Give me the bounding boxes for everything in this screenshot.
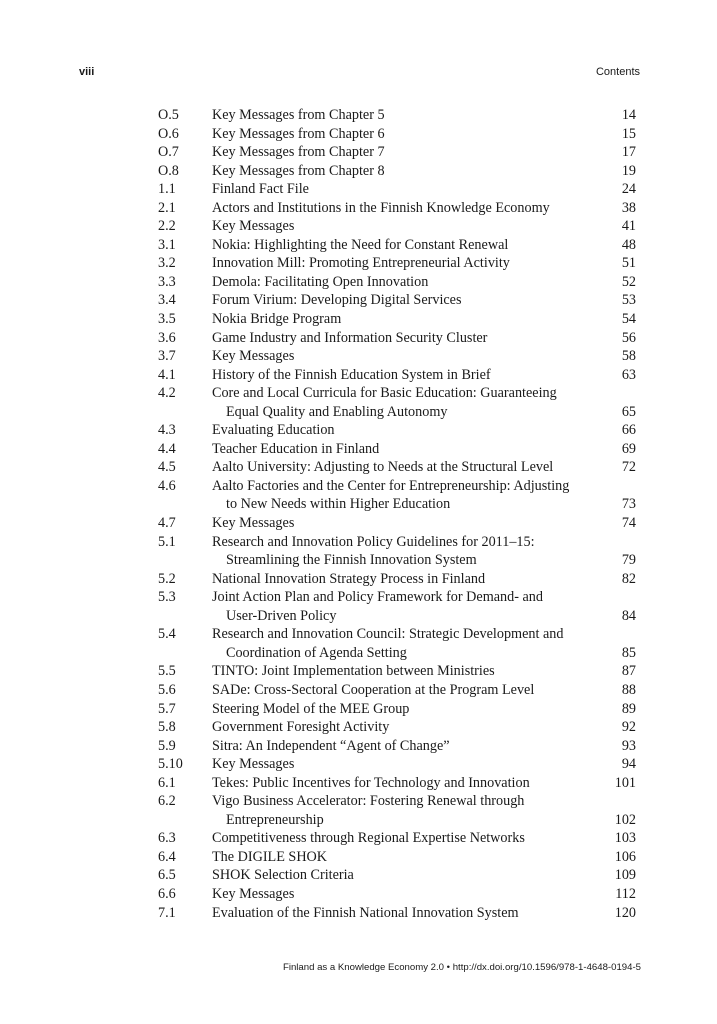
toc-entry-line [212,180,636,199]
toc-entry-page: 89 [621,700,636,717]
toc-entry [158,570,636,589]
toc-entry [158,458,636,477]
toc-entry-title: Aalto Factories and the Center for Entrepreneurship: Adjusting [212,477,570,494]
toc-entry-page: 14 [621,107,636,123]
toc-entry [158,866,636,885]
toc-entry-number: 4.3 [158,422,176,439]
toc-entry-title: The DIGILE SHOK [212,848,328,865]
toc-entry-body [212,792,636,829]
toc-entry-title: Finland Fact File [212,181,309,198]
toc-entry [158,384,636,421]
toc-entry-line [212,866,636,885]
toc-entry [158,347,636,366]
toc-entry-page: 120 [614,904,636,921]
toc-entry-page: 53 [621,292,636,309]
toc-entry-page: 54 [621,311,636,328]
toc-entry-title: Entrepreneurship [226,811,324,828]
toc-entry-body [212,347,636,366]
toc-entry-number: 3.3 [158,273,176,290]
toc-entry-line [212,737,636,756]
toc-entry-page: 56 [621,329,636,346]
toc-entry-body [212,106,636,125]
toc-entry [158,106,636,125]
toc-entry-number: 5.4 [158,626,176,643]
toc-entry-title: Vigo Business Accelerator: Fostering Renewal through [212,793,525,810]
toc-entry [158,792,636,829]
toc-entry-body [212,514,636,533]
toc-entry-page: 58 [621,348,636,365]
toc-entry [158,588,636,625]
toc-entry [158,755,636,774]
toc-entry-title: Joint Action Plan and Policy Framework for Demand- and [212,589,543,606]
toc-entry-page: 103 [614,830,636,847]
toc-entry [158,774,636,793]
toc-entry-body [212,421,636,440]
toc-entry-body [212,329,636,348]
toc-entry-number: 4.1 [158,366,176,383]
toc-entry-number: 3.5 [158,311,176,328]
toc-entry [158,718,636,737]
toc-entry-page: 17 [621,144,636,161]
toc-entry-line [212,792,636,811]
toc-entry-number: 4.5 [158,459,176,476]
toc-entry-body [212,662,636,681]
toc-entry-body [212,477,636,514]
toc-entry-page: 109 [614,867,636,884]
toc-entry-page: 101 [614,774,636,791]
toc-entry-line [212,384,636,403]
toc-entry-title: Key Messages from Chapter 5 [212,107,385,123]
toc-entry-page: 48 [621,236,636,253]
toc-entry-line [212,774,636,793]
toc-entry-line [212,811,636,830]
toc-entry-page: 85 [621,644,636,661]
toc-entry [158,681,636,700]
toc-entry-number: 3.2 [158,255,176,272]
toc-entry-line [212,106,636,125]
toc-entry-title: Competitiveness through Regional Expertise Networks [212,830,525,847]
toc-entry-line [212,291,636,310]
running-head-title: Contents [595,66,640,78]
toc-entry-line [212,495,636,514]
toc-entry-body [212,236,636,255]
toc-entry-number: 5.7 [158,700,176,717]
toc-entry [158,310,636,329]
toc-entry-number: 5.9 [158,737,176,754]
toc-entry-line [212,755,636,774]
toc-entry-number: 5.10 [158,756,183,773]
toc-entry-page: 84 [621,607,636,624]
toc-entry [158,199,636,218]
toc-entry-page: 51 [621,255,636,272]
toc-entry-page: 41 [621,218,636,235]
toc-entry-line [212,329,636,348]
toc-entry-body [212,829,636,848]
toc-entry-title: Key Messages from Chapter 7 [212,144,385,161]
toc-entry-page: 93 [621,737,636,754]
toc-entry-title: Key Messages [212,885,295,902]
toc-entry [158,125,636,144]
page-footer: Finland as a Knowledge Economy 2.0 • http://dx.doi.org/10.1596/978-1-4648-0194-5 [282,962,641,973]
toc-entry-body [212,866,636,885]
toc-entry-body [212,162,636,181]
toc-entry-page: 88 [621,681,636,698]
toc-entry-body [212,180,636,199]
toc-entry-title: Evaluation of the Finnish National Innovation System [212,904,519,921]
toc-entry-page: 73 [621,496,636,513]
toc-entry-body [212,291,636,310]
toc-entry-title: Streamlining the Finnish Innovation System [226,552,477,569]
toc-entry-line [212,273,636,292]
toc-entry-line [212,718,636,737]
toc-entry-title: Teacher Education in Finland [212,440,380,457]
toc-entry-body [212,458,636,477]
toc-entry-number: 1.1 [158,181,176,198]
toc-entry-line [212,904,636,923]
toc-entry-number: 4.2 [158,385,176,402]
toc-entry-body [212,588,636,625]
toc-entry [158,217,636,236]
toc-entry-title: SHOK Selection Criteria [212,867,354,884]
toc-entry [158,440,636,459]
toc-entry-page: 79 [621,552,636,569]
toc-entry-body [212,366,636,385]
toc-entry-page: 94 [621,756,636,773]
toc-entry-number: 3.1 [158,236,176,253]
toc-entry-title: Key Messages [212,756,295,773]
toc-entry-line [212,403,636,422]
toc-entry-line [212,458,636,477]
toc-entry [158,273,636,292]
toc-entry-line [212,533,636,552]
toc-entry-title: Steering Model of the MEE Group [212,700,410,717]
toc-entry-line [212,143,636,162]
toc-entry [158,291,636,310]
toc-entry-number: 5.1 [158,533,176,550]
toc-entry [158,829,636,848]
toc-entry-title: User-Driven Policy [226,607,337,624]
toc-entry-line [212,217,636,236]
toc-entry-title: to New Needs within Higher Education [226,496,451,513]
toc-entry-title: Coordination of Agenda Setting [226,644,407,661]
toc-entry [158,533,636,570]
toc-entry [158,180,636,199]
toc-entry-line [212,570,636,589]
toc-entry-page: 106 [614,848,636,865]
toc-entry-line [212,644,636,663]
toc-entry-page: 15 [621,125,636,142]
toc-entry-number: 6.1 [158,774,176,791]
toc-entry [158,737,636,756]
toc-entry-body [212,904,636,923]
toc-entry-body [212,217,636,236]
toc-entry-number: 5.8 [158,719,176,736]
toc-entry-title: Actors and Institutions in the Finnish Knowledge Economy [212,199,550,216]
toc-entry-title: Demola: Facilitating Open Innovation [212,273,429,290]
toc-entry-line [212,625,636,644]
toc-entry-title: Core and Local Curricula for Basic Education: Guaranteeing [212,385,557,402]
toc-entry-line [212,440,636,459]
toc-entry-title: National Innovation Strategy Process in Finland [212,570,486,587]
toc-entry-body [212,700,636,719]
toc-entry-number: 5.5 [158,663,176,680]
toc-entry-title: Equal Quality and Enabling Autonomy [226,403,448,420]
toc-entry [158,421,636,440]
toc-entry-line [212,125,636,144]
toc-entry-number: O.5 [158,107,179,123]
toc-entry-title: TINTO: Joint Implementation between Ministries [212,663,495,680]
toc-entry-page: 69 [621,440,636,457]
toc-entry-body [212,885,636,904]
toc-entry [158,143,636,162]
toc-entry-title: Key Messages [212,515,295,532]
toc-entry [158,514,636,533]
toc-entry-number: 6.5 [158,867,176,884]
toc-entry-number: 3.4 [158,292,176,309]
toc-entry-page: 66 [621,422,636,439]
toc-entry-title: Innovation Mill: Promoting Entrepreneurial Activity [212,255,510,272]
toc-entry-page: 52 [621,273,636,290]
toc-entry [158,236,636,255]
toc-entry-line [212,421,636,440]
toc-entry-title: Sitra: An Independent “Agent of Change” [212,737,450,754]
toc-entry-line [212,681,636,700]
toc-entry-page: 102 [614,811,636,828]
toc-entry-body [212,273,636,292]
toc-entry-title: Research and Innovation Policy Guidelines for 2011–15: [212,533,535,550]
toc-entry-number: 5.6 [158,681,176,698]
toc-entry-number: 4.7 [158,515,176,532]
toc-entry-body [212,570,636,589]
toc-entry-title: Nokia Bridge Program [212,311,342,328]
toc-entry-line [212,310,636,329]
toc-entry-title: Tekes: Public Incentives for Technology and Innovation [212,774,530,791]
toc-entry-title: Key Messages [212,348,295,365]
toc-entry-line [212,885,636,904]
toc-entry-line [212,662,636,681]
toc-entry-page: 24 [621,181,636,198]
toc-entry-title: Government Foresight Activity [212,719,390,736]
toc-entry [158,662,636,681]
toc-entry-page: 63 [621,366,636,383]
toc-entry-line [212,254,636,273]
toc-entry-line [212,236,636,255]
toc-entry-number: 3.6 [158,329,176,346]
toc-entry-title: Key Messages from Chapter 8 [212,162,385,179]
toc-entry-number: 3.7 [158,348,176,365]
toc-entry-line [212,551,636,570]
toc-entry-page: 65 [621,403,636,420]
toc-entry [158,254,636,273]
toc-entry [158,625,636,662]
toc-entry-page: 87 [621,663,636,680]
toc-entry-title: Key Messages from Chapter 6 [212,125,385,142]
toc-entry-line [212,588,636,607]
toc-entry-page: 38 [621,199,636,216]
toc-entry-line [212,162,636,181]
toc-entry [158,477,636,514]
toc-entry-page: 74 [621,515,636,532]
toc-entry-number: 4.6 [158,477,176,494]
toc-entry [158,329,636,348]
toc-entry-title: SADe: Cross-Sectoral Cooperation at the Program Level [212,681,535,698]
toc-entry-number: 5.3 [158,589,176,606]
toc-entry-line [212,477,636,496]
toc-entry-title: Game Industry and Information Security Cluster [212,329,488,346]
toc-entry [158,700,636,719]
toc-entry-number: 6.2 [158,793,176,810]
toc-entry-body [212,848,636,867]
toc-entry [158,885,636,904]
running-head-page-number: viii [79,66,95,78]
toc-entry-page: 72 [621,459,636,476]
toc-entry-line [212,607,636,626]
toc-entry-body [212,625,636,662]
toc-entry-number: O.6 [158,125,179,142]
toc-entry-body [212,384,636,421]
toc-entry-number: O.8 [158,162,179,179]
toc-entry-page: 112 [615,885,636,902]
toc-entry-line [212,514,636,533]
toc-entry-title: Aalto University: Adjusting to Needs at the Structural Level [212,459,554,476]
table-of-contents [158,106,636,922]
toc-entry [158,366,636,385]
toc-entry-line [212,848,636,867]
toc-entry-number: 7.1 [158,904,176,921]
toc-entry-number: 6.4 [158,848,176,865]
toc-entry-number: 4.4 [158,440,176,457]
toc-entry-body [212,681,636,700]
toc-entry-line [212,199,636,218]
toc-entry-body [212,774,636,793]
toc-entry [158,162,636,181]
toc-entry-number: O.7 [158,144,179,161]
toc-entry-title: Key Messages [212,218,295,235]
toc-entry-title: Evaluating Education [212,422,335,439]
toc-entry-body [212,737,636,756]
toc-entry-body [212,143,636,162]
toc-entry-page: 92 [621,719,636,736]
toc-entry-line [212,700,636,719]
toc-entry-body [212,310,636,329]
toc-entry-title: Nokia: Highlighting the Need for Constant Renewal [212,236,509,253]
toc-entry-body [212,254,636,273]
toc-entry-body [212,440,636,459]
toc-entry-title: Forum Virium: Developing Digital Services [212,292,462,309]
toc-entry-page: 82 [621,570,636,587]
toc-entry-line [212,829,636,848]
toc-entry [158,904,636,923]
toc-entry-number: 6.6 [158,885,176,902]
toc-entry-page: 19 [621,162,636,179]
toc-entry-line [212,347,636,366]
toc-entry-number: 6.3 [158,830,176,847]
toc-entry-line [212,366,636,385]
toc-entry-number: 2.2 [158,218,176,235]
toc-entry-body [212,199,636,218]
toc-entry-body [212,125,636,144]
toc-entry-body [212,533,636,570]
toc-entry-title: Research and Innovation Council: Strategic Development and [212,626,564,643]
toc-entry-title: History of the Finnish Education System in Brief [212,366,491,383]
toc-entry [158,848,636,867]
toc-entry-number: 2.1 [158,199,176,216]
toc-entry-body [212,755,636,774]
toc-entry-body [212,718,636,737]
toc-entry-number: 5.2 [158,570,176,587]
